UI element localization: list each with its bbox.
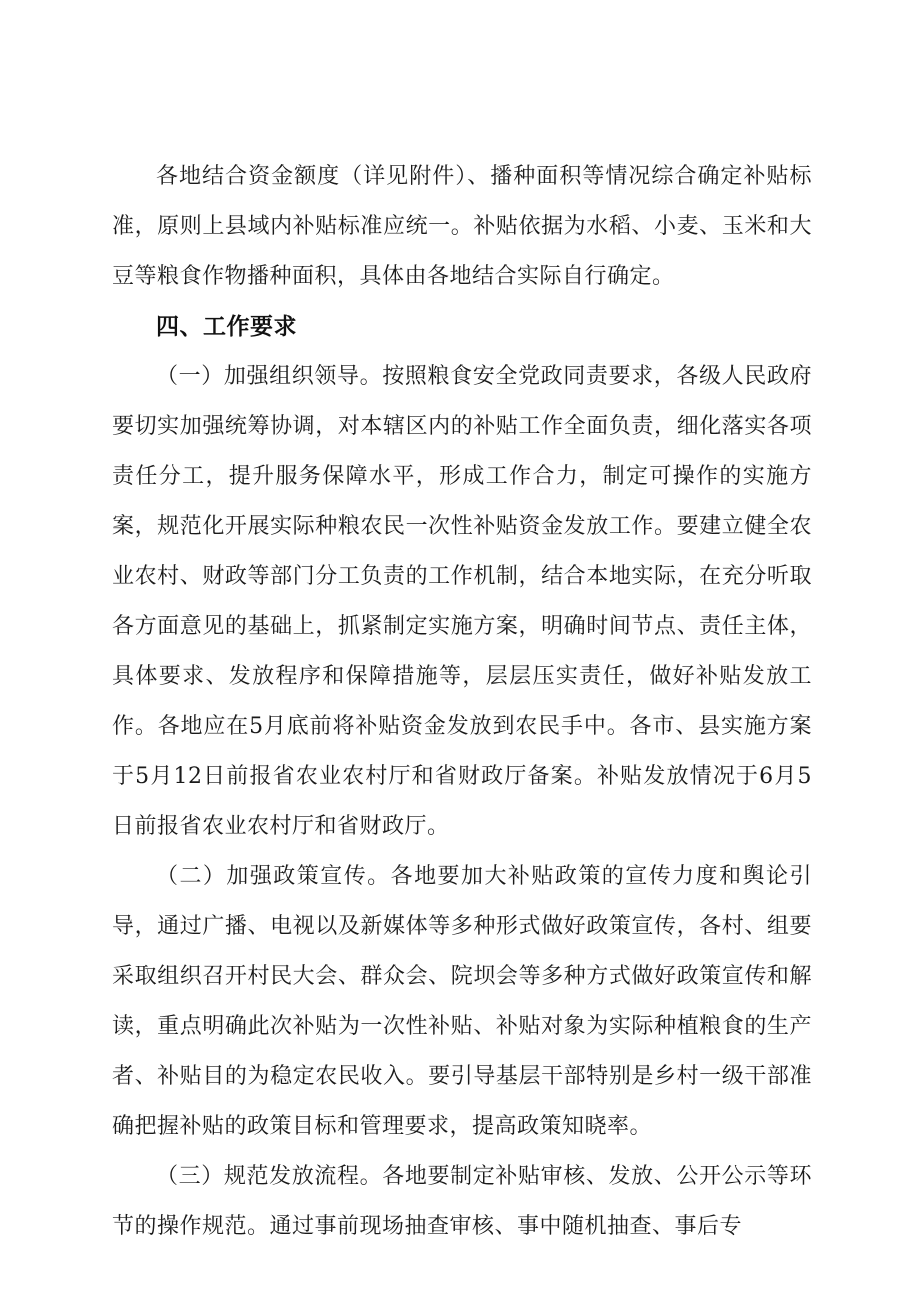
section-heading-work-requirements: 四、工作要求 bbox=[156, 314, 297, 340]
paragraph-organization-leadership: （一）加强组织领导。按照粮食安全党政同责要求，各级人民政府要切实加强统筹协调，对本辖区内的补贴工作全面负责，细化落实各项责任分工，提升服务保障水平，形成工作合力，制定可操作的实施方案，规范化开展实际种粮农民一次性补贴资金发放工作。要建立健全农业农村、财政等部门分工负责的工作机制，结合本地实际，在充分听取各方面意见的基础上，抓紧制定实施方案，明确时间节点、责任主体，具体要求、发放程序和保障措施等，层层压实责任，做好补贴发放工作。各地应在5月底前将补贴资金发放到农民手中。各市、县实施方案于5月12日前报省农业农村厅和省财政厅备案。补贴发放情况于6月5日前报省农业农村厅和省财政厅。 bbox=[112, 364, 812, 839]
paragraph-subsidy-standard: 各地结合资金额度（详见附件）、播种面积等情况综合确定补贴标准，原则上县域内补贴标准应统一。补贴依据为水稻、小麦、玉米和大豆等粮食作物播种面积，具体由各地结合实际自行确定。 bbox=[112, 164, 812, 289]
paragraph-policy-publicity: （二）加强政策宣传。各地要加大补贴政策的宣传力度和舆论引导，通过广播、电视以及新媒体等多种形式做好政策宣传，各村、组要采取组织召开村民大会、群众会、院坝会等多种方式做好政策宣传和解读，重点明确此次补贴为一次性补贴、补贴对象为实际种植粮食的生产者、补贴目的为稳定农民收入。要引导基层干部特别是乡村一级干部准确把握补贴的政策目标和管理要求，提高政策知晓率。 bbox=[112, 864, 812, 1139]
paragraph-standardize-process: （三）规范发放流程。各地要制定补贴审核、发放、公开公示等环节的操作规范。通过事前现场抽查审核、事中随机抽查、事后专 bbox=[112, 1164, 812, 1239]
document-body bbox=[112, 152, 812, 1252]
